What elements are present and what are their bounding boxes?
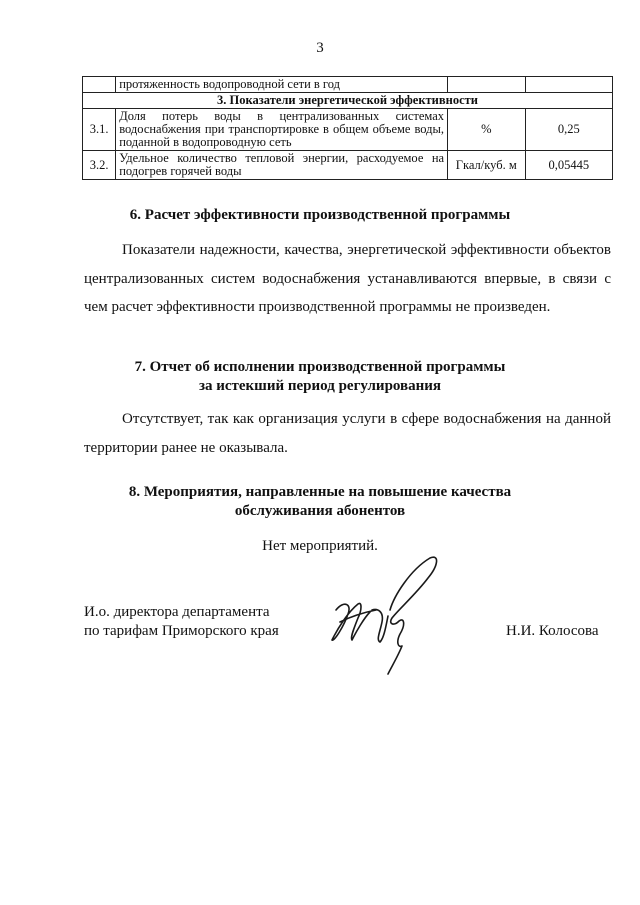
section7-text: Отсутствует, так как организация услуги в сфере водоснабжения на данной территории ранее не оказывала.: [84, 411, 611, 456]
section7-heading-line2: за истекший период регулирования: [198, 378, 442, 394]
table-row: [83, 151, 613, 180]
row-description: протяженность водопроводной сети в год: [116, 77, 448, 93]
table-row: [83, 109, 613, 151]
row-unit: [448, 77, 525, 93]
section7-heading-line1: 7. Отчет об исполнении производственной программы: [134, 359, 506, 375]
section6-text: Показатели надежности, качества, энергетической эффективности объектов централизованных систем водоснабжения устанавливаются впервые, в связи с чем расчет эффективности производственной программы не произведен.: [84, 242, 611, 315]
row-description: Доля потерь воды в централизованных системах водоснабжения при транспортировке в общем объеме воды, поданной в водопроводную сеть: [116, 109, 448, 151]
signature-image: [318, 552, 448, 682]
section6-heading: 6. Расчет эффективности производственной программы: [129, 207, 511, 223]
signer-title-line2: по тарифам Приморского края: [84, 623, 279, 639]
row-value: 0,25: [525, 109, 613, 151]
row-unit: Гкал/куб. м: [448, 151, 525, 180]
signer-name: Н.И. Колосова: [506, 623, 599, 639]
section8-heading-line1: 8. Мероприятия, направленные на повышение качества: [128, 484, 512, 500]
row-description: Удельное количество тепловой энергии, расходуемое на подогрев горячей воды: [116, 151, 448, 180]
row-number: 3.2.: [83, 151, 116, 180]
section8-text: Нет мероприятий.: [262, 538, 378, 554]
page-number: 3: [316, 40, 324, 56]
indicators-table: [82, 76, 613, 180]
section8-heading-line2: обслуживания абонентов: [234, 503, 406, 519]
signer-title: [84, 603, 279, 641]
row-value: [525, 77, 613, 93]
row-number: 3.1.: [83, 109, 116, 151]
signer-title-line1: И.о. директора департамента: [84, 604, 270, 620]
row-value: 0,05445: [525, 151, 613, 180]
row-number: [83, 77, 116, 93]
table-row: [83, 77, 613, 93]
row-unit: %: [448, 109, 525, 151]
table-section-row: [83, 93, 613, 109]
section-title: 3. Показатели энергетической эффективности: [83, 93, 613, 109]
